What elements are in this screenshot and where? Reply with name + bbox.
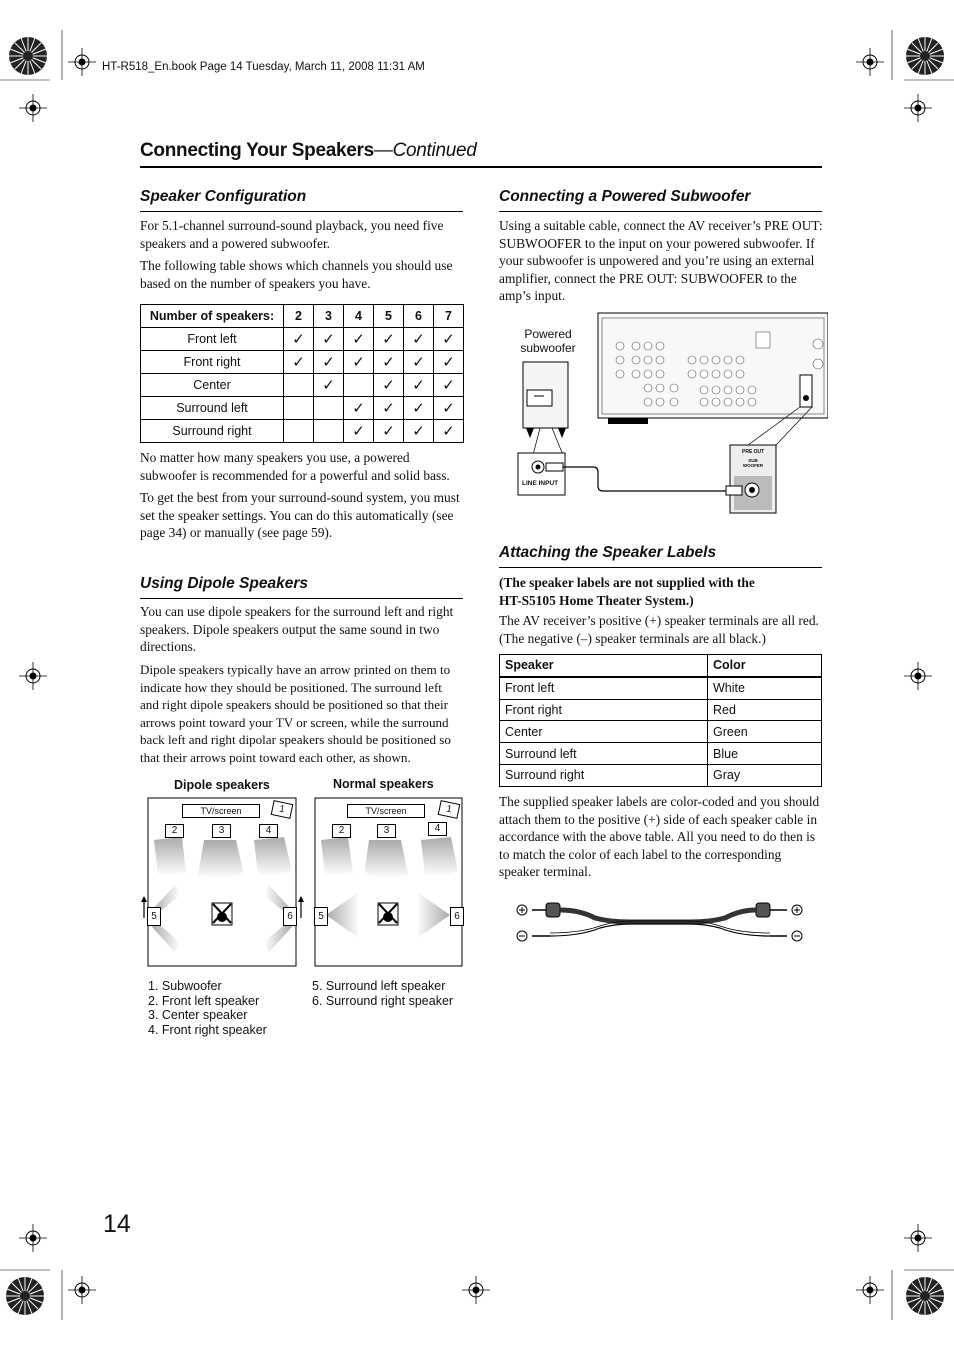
speaker-cable-illustration <box>510 892 810 948</box>
title-rule <box>140 166 822 168</box>
check-cell: ✓ <box>284 351 314 374</box>
page-number: 14 <box>103 1210 131 1238</box>
table-header-row <box>141 305 464 328</box>
check-cell <box>314 420 344 443</box>
speaker-cell: Front right <box>500 699 708 721</box>
pre-out-label: PRE OUT <box>742 449 765 455</box>
column-header: Color <box>708 655 822 677</box>
front-right-badge: 4 <box>428 822 447 836</box>
column-header: 7 <box>434 305 464 328</box>
check-cell: ✓ <box>434 420 464 443</box>
table-row <box>500 743 822 765</box>
labels-note-line: (The speaker labels are not supplied with the <box>499 575 755 590</box>
subwoofer-heading: Connecting a Powered Subwoofer <box>499 188 751 205</box>
legend-item: 1. Subwoofer <box>148 979 222 993</box>
surround-left-badge: 5 <box>147 907 161 926</box>
section-rule <box>499 211 822 212</box>
row-label: Surround right <box>141 420 284 443</box>
page-title <box>140 140 477 162</box>
column-header: 3 <box>314 305 344 328</box>
check-cell: ✓ <box>374 351 404 374</box>
check-cell: ✓ <box>404 328 434 351</box>
legend-item: 5. Surround left speaker <box>312 979 446 993</box>
speaker-cell: Surround left <box>500 743 708 765</box>
check-cell: ✓ <box>344 420 374 443</box>
check-cell: ✓ <box>314 328 344 351</box>
line-input-label: LINE INPUT <box>522 480 559 487</box>
table-row <box>141 351 464 374</box>
check-cell: ✓ <box>314 351 344 374</box>
subwoofer-recommend-text: No matter how many speakers you use, a powered subwoofer is recommended for a powerful and solid bass. <box>140 450 450 483</box>
check-cell: ✓ <box>404 420 434 443</box>
check-cell <box>344 374 374 397</box>
check-cell: ✓ <box>404 351 434 374</box>
center-badge: 3 <box>377 824 396 838</box>
terminal-color-text: The AV receiver’s positive (+) speaker terminals are all red. (The negative (–) speaker terminals are all black.) <box>499 613 819 646</box>
speaker-cell: Surround right <box>500 764 708 786</box>
legend-item: 4. Front right speaker <box>148 1022 267 1037</box>
labels-note-line: HT-S5105 Home Theater System.) <box>499 592 694 608</box>
check-cell: ✓ <box>284 328 314 351</box>
table-row <box>500 721 822 743</box>
tv-screen-label: TV/screen <box>182 804 260 818</box>
tv-screen-label: TV/screen <box>347 804 425 818</box>
dipole-heading: Using Dipole Speakers <box>140 575 308 592</box>
front-left-badge: 2 <box>165 824 184 838</box>
dipole-positioning-text: Dipole speakers typically have an arrow printed on them to indicate how they should be positioned. The surround left and right dipole speakers should be positioned so that their arrows point toward your TV or screen, while the surround back left and right dipolar speakers should be positioned so that their arrows point toward each other, as shown. <box>140 662 451 765</box>
color-cell: Green <box>708 721 822 743</box>
table-header-label: Number of speakers: <box>141 305 284 328</box>
dipole-intro: You can use dipole speakers for the surround left and right speakers. Dipole speakers output the same sound in two directions. <box>140 604 454 655</box>
check-cell: ✓ <box>374 374 404 397</box>
section-rule <box>140 598 463 599</box>
surround-left-badge: 5 <box>314 907 328 926</box>
check-cell: ✓ <box>434 351 464 374</box>
row-label: Front left <box>141 328 284 351</box>
speaker-config-table-intro: The following table shows which channels you should use based on the number of speakers you have. <box>140 258 453 291</box>
row-label: Front right <box>141 351 284 374</box>
legend-item: 6. Surround right speaker <box>312 993 454 1008</box>
check-cell <box>284 420 314 443</box>
column-header: 4 <box>344 305 374 328</box>
check-cell <box>314 397 344 420</box>
subwoofer-badge: 1 <box>438 800 461 819</box>
section-rule <box>140 211 463 212</box>
speaker-color-table <box>499 654 822 787</box>
check-cell: ✓ <box>314 374 344 397</box>
legend-item: 3. Center speaker <box>148 1008 248 1023</box>
column-header: Speaker <box>500 655 708 677</box>
subwoofer-badge: 1 <box>271 800 294 819</box>
check-cell: ✓ <box>374 328 404 351</box>
check-cell: ✓ <box>404 397 434 420</box>
subwoofer-instructions: Using a suitable cable, connect the AV receiver’s PRE OUT: SUBWOOFER to the input on your powered subwoofer. If your subwoofer is unpowered and you’re using an external amplifier, connect the PRE OUT: SUBWOOFER to the amp’s input. <box>499 218 823 304</box>
table-row <box>141 420 464 443</box>
table-row <box>141 374 464 397</box>
sub-woofer-label <box>742 458 764 468</box>
table-row <box>500 677 822 699</box>
speaker-config-heading: Speaker Configuration <box>140 188 307 205</box>
column-header: 2 <box>284 305 314 328</box>
check-cell: ✓ <box>434 397 464 420</box>
powered-label-line: Powered <box>524 327 572 341</box>
check-cell: ✓ <box>374 397 404 420</box>
column-header: 6 <box>404 305 434 328</box>
front-left-badge: 2 <box>332 824 351 838</box>
speaker-cell: Front left <box>500 677 708 699</box>
label-attach-text: The supplied speaker labels are color-coded and you should attach them to the positive (+) side of each speaker cable in accordance with the above table. All you need to do then is to match the color of each label to the corresponding speaker terminal. <box>499 794 820 880</box>
check-cell: ✓ <box>404 374 434 397</box>
section-rule <box>499 567 822 568</box>
check-cell: ✓ <box>434 374 464 397</box>
powered-label-line: subwoofer <box>520 341 576 355</box>
center-badge: 3 <box>212 824 231 838</box>
diagram-legend-right <box>312 979 453 1008</box>
sub-woofer-line: WOOFER <box>742 463 764 468</box>
file-header: HT-R518_En.book Page 14 Tuesday, March 11, 2008 11:31 AM <box>102 61 425 73</box>
title-text: Connecting Your Speakers <box>140 140 374 161</box>
color-cell: White <box>708 677 822 699</box>
column-header: 5 <box>374 305 404 328</box>
check-cell <box>284 374 314 397</box>
check-cell: ✓ <box>434 328 464 351</box>
sub-woofer-line: SUB <box>748 458 758 463</box>
color-cell: Red <box>708 699 822 721</box>
speaker-config-table <box>140 304 464 443</box>
row-label: Surround left <box>141 397 284 420</box>
table-row <box>500 699 822 721</box>
table-row <box>141 397 464 420</box>
row-label: Center <box>141 374 284 397</box>
dipole-diagram-title: Dipole speakers <box>174 778 270 792</box>
labels-note <box>499 574 824 609</box>
diagram-legend-left <box>148 979 267 1037</box>
speaker-settings-text: To get the best from your surround-sound system, you must set the speaker settings. You can do this automatically (see page 34) or manually (see page 59). <box>140 490 460 541</box>
normal-diagram-title: Normal speakers <box>333 777 434 791</box>
check-cell: ✓ <box>374 420 404 443</box>
dipole-diagram <box>140 795 470 970</box>
check-cell <box>284 397 314 420</box>
labels-heading: Attaching the Speaker Labels <box>499 544 717 561</box>
surround-right-badge: 6 <box>450 907 464 926</box>
check-cell: ✓ <box>344 397 374 420</box>
speaker-cell: Center <box>500 721 708 743</box>
table-row <box>500 764 822 786</box>
speaker-config-intro: For 5.1-channel surround-sound playback, you need five speakers and a powered subwoofer. <box>140 218 444 251</box>
legend-item: 2. Front left speaker <box>148 993 260 1008</box>
table-header-row <box>500 655 822 677</box>
check-cell: ✓ <box>344 351 374 374</box>
table-row <box>141 328 464 351</box>
subwoofer-connection-illustration <box>508 310 828 520</box>
front-right-badge: 4 <box>259 824 278 838</box>
surround-right-badge: 6 <box>283 907 297 926</box>
color-cell: Gray <box>708 764 822 786</box>
color-cell: Blue <box>708 743 822 765</box>
title-suffix: —Continued <box>373 140 477 161</box>
check-cell: ✓ <box>344 328 374 351</box>
